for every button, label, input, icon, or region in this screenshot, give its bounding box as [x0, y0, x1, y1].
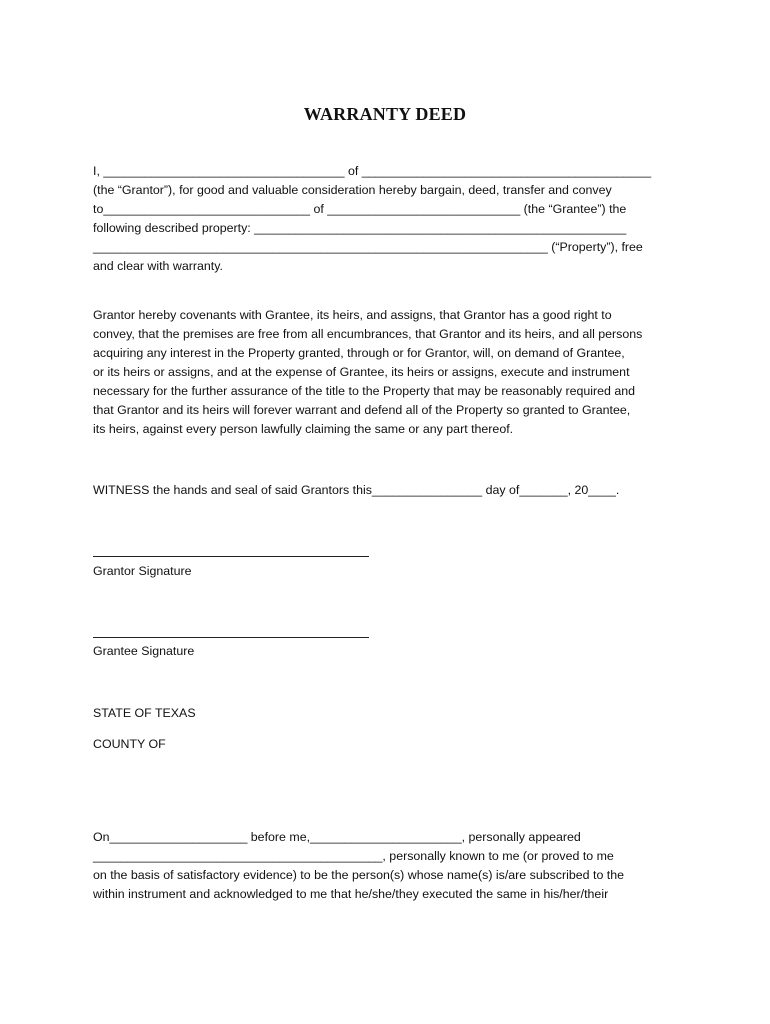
county-label: COUNTY OF	[93, 737, 166, 751]
intro-line-6: and clear with warranty.	[93, 259, 223, 273]
covenant-line-7: its heirs, against every person lawfully claiming the same or any part thereof.	[93, 422, 514, 436]
acknowledgment-line-4: within instrument and acknowledged to me that he/she/they executed the same in his/her/their	[93, 887, 609, 901]
grantor-signature-label: Grantor Signature	[93, 564, 192, 578]
acknowledgment-line-2: __________________________________________, personally known to me (or proved to me	[93, 849, 614, 863]
intro-line-5: __________________________________________________________________ (“Property”), free	[93, 240, 643, 254]
grantee-signature-label: Grantee Signature	[93, 644, 195, 658]
document-title: WARRANTY DEED	[303, 104, 467, 124]
grantor-signature-line[interactable]	[93, 556, 369, 557]
covenant-line-6: that Grantor and its heirs will forever warrant and defend all of the Property so granted to Grantee,	[93, 403, 631, 417]
acknowledgment-line-1: On____________________ before me,______________________, personally appeared	[93, 830, 581, 844]
intro-line-3: to______________________________ of ____________________________ (the “Grantee”) the	[93, 202, 627, 216]
intro-line-1: I, ___________________________________ of __________________________________________	[93, 164, 652, 178]
covenant-line-5: necessary for the further assurance of the title to the Property that may be reasonably required and	[93, 384, 636, 398]
state-label: STATE OF TEXAS	[93, 706, 196, 720]
covenant-line-2: convey, that the premises are free from all encumbrances, that Grantor and its heirs, and all persons	[93, 327, 643, 341]
covenant-line-4: or its heirs or assigns, and at the expense of Grantee, its heirs or assigns, execute and instrument	[93, 365, 630, 379]
acknowledgment-line-3: on the basis of satisfactory evidence) to be the person(s) whose name(s) is/are subscribed to the	[93, 868, 625, 882]
covenant-line-1: Grantor hereby covenants with Grantee, its heirs, and assigns, that Grantor has a good right to	[93, 308, 612, 322]
covenant-line-3: acquiring any interest in the Property granted, through or for Grantor, will, on demand of Grantee,	[93, 346, 625, 360]
intro-line-2: (the “Grantor”), for good and valuable consideration hereby bargain, deed, transfer and convey	[93, 183, 612, 197]
grantee-signature-line[interactable]	[93, 637, 369, 638]
intro-line-4: following described property: ______________________________________________________	[93, 221, 627, 235]
witness-line: WITNESS the hands and seal of said Grantors this________________ day of_______, 20____.	[93, 483, 620, 497]
